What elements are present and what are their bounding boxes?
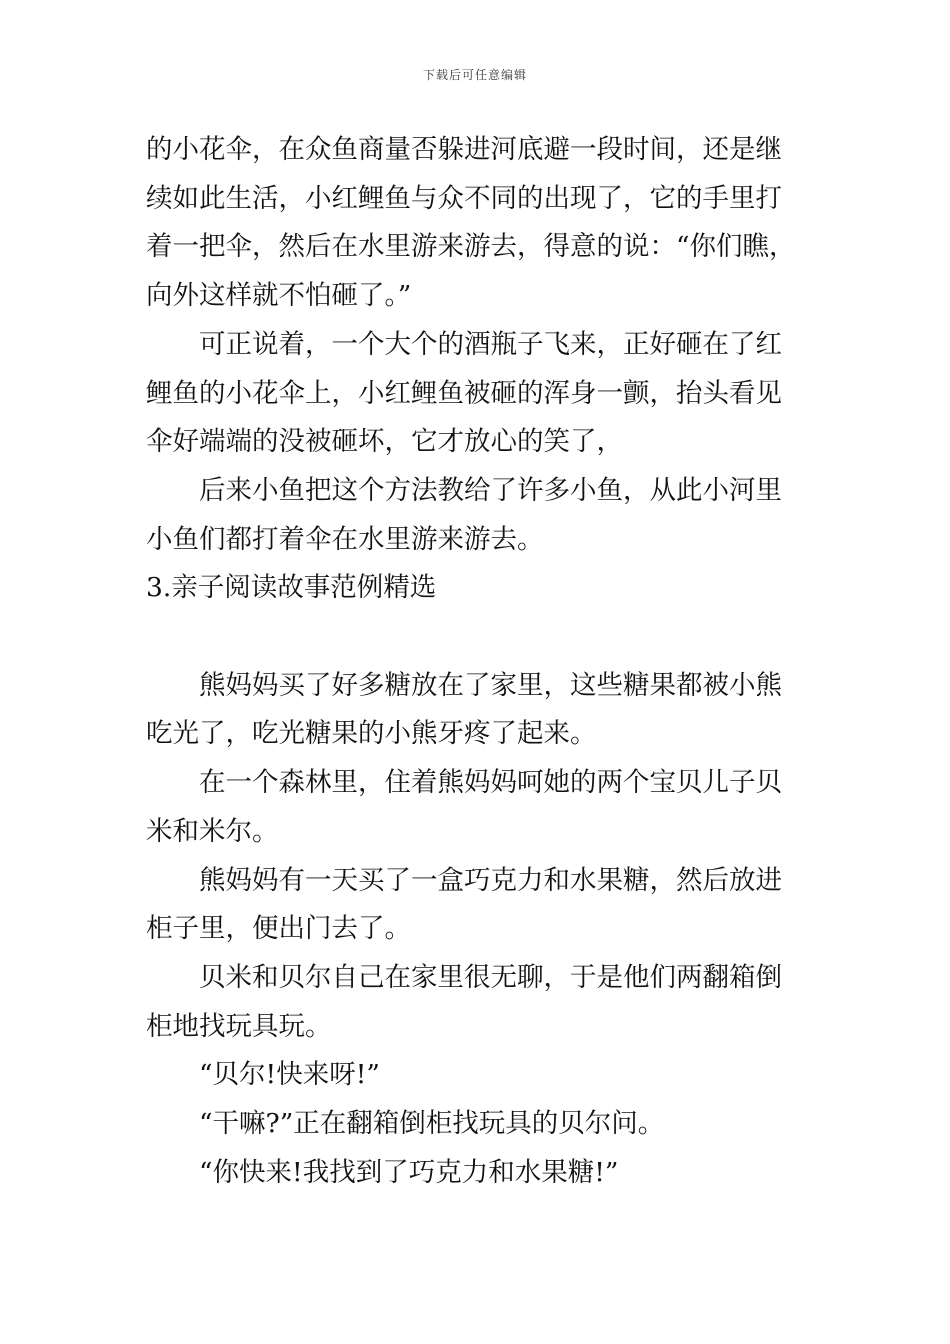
blank-line (146, 613, 808, 662)
paragraph: 在一个森林里，住着熊妈妈呵她的两个宝贝儿子贝米和米尔。 (146, 767, 782, 847)
dialogue-line: “贝尔!快来呀!” (199, 1059, 380, 1091)
paragraph: 熊妈妈有一天买了一盒巧克力和水果糖，然后放进柜子里，便出门去了。 (146, 864, 782, 945)
section-heading: 3.亲子阅读故事范例精选 (146, 572, 437, 604)
dialogue-line: “你快来!我找到了巧克力和水果糖!” (199, 1156, 619, 1188)
document-body (146, 126, 808, 1197)
paragraph: 后来小鱼把这个方法教给了许多小鱼，从此小河里小鱼们都打着伞在水里游来游去。 (146, 474, 782, 555)
page-header: 下载后可任意编辑 (422, 68, 527, 82)
paragraph: 可正说着，一个大个的酒瓶子飞来，正好砸在了红鲤鱼的小花伞上，小红鲤鱼被砸的浑身一颤，抬头看见伞好端端的没被砸坏，它才放心的笑了， (146, 328, 782, 458)
paragraph-continuation: 的小花伞，在众鱼商量否躲进河底避一段时间，还是继续如此生活，小红鲤鱼与众不同的出现了，它的手里打着一把伞，然后在水里游来游去，得意的说：“你们瞧，向外这样就不怕砸了。” (146, 134, 796, 312)
paragraph: 贝米和贝尔自己在家里很无聊，于是他们两翻箱倒柜地找玩具玩。 (146, 961, 782, 1042)
dialogue-line: “干嘛?”正在翻箱倒柜找玩具的贝尔问。 (199, 1108, 665, 1140)
paragraph: 熊妈妈买了好多糖放在了家里，这些糖果都被小熊吃光了，吃光糖果的小熊牙疼了起来。 (146, 669, 782, 750)
